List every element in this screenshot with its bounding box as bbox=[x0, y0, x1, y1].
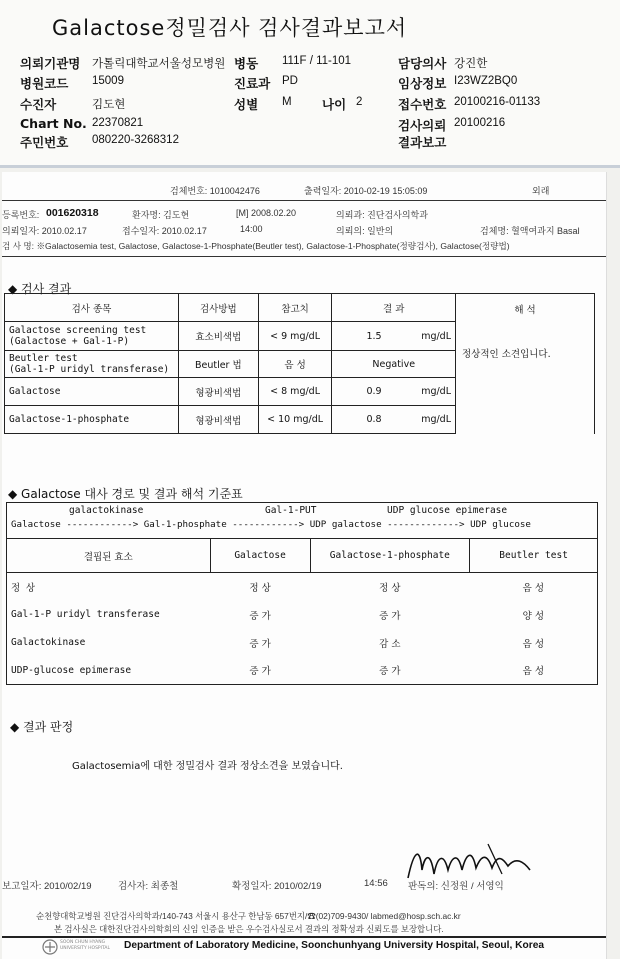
table-row bbox=[7, 573, 598, 601]
label-chart-no: Chart No. bbox=[20, 116, 87, 131]
interpretation-text: 정상적인 소견입니다. bbox=[462, 349, 551, 360]
table-row bbox=[5, 351, 456, 378]
test-names: 검 사 명: ※Galactosemia test, Galactose, Galactose-1-Phosphate(Beutler test), Galactose-1-Phosphate(정량검사), Galactose(정량법) bbox=[2, 241, 510, 251]
judgement-text: Galactosemia에 대한 정밀검사 결과 정상소견을 보였습니다. bbox=[72, 761, 343, 772]
col-header-interpretation: 해 석 bbox=[514, 305, 536, 316]
col-header-result: 결 과 bbox=[332, 294, 456, 322]
pathway-title-text: Galactose 대사 경로 및 결과 해석 기준표 bbox=[21, 487, 243, 501]
result-item: Galactose bbox=[5, 378, 179, 406]
report-title: Galactose정밀검사 검사결과보고서 bbox=[52, 16, 408, 40]
print-date: 출력일자: 2010-02-19 15:05:09 bbox=[304, 186, 428, 196]
pathway-section-title: ◆ Galactose 대사 경로 및 결과 해석 기준표 bbox=[8, 487, 243, 501]
reader: 판독의: 신정원 / 서영익 bbox=[408, 881, 504, 892]
criteria-enzyme: Galactokinase bbox=[7, 629, 211, 657]
col-header-reference: 참고치 bbox=[258, 294, 332, 322]
label-department: 진료과 bbox=[234, 76, 271, 91]
table-row bbox=[7, 601, 598, 629]
enzyme-gal-1-put: Gal-1-PUT bbox=[265, 505, 317, 516]
label-test-request: 검사의뢰 bbox=[398, 118, 447, 133]
col-header-galactose: Galactose bbox=[210, 539, 310, 573]
criteria-galactose: 증 가 bbox=[210, 657, 310, 685]
result-reference: < 9 mg/dL bbox=[258, 322, 332, 351]
label-ward: 병동 bbox=[234, 56, 259, 71]
label-patient-name: 수진자 bbox=[20, 97, 57, 112]
footer-certification: 본 검사실은 대한진단검사의학회의 신임 인증을 받은 우수검사실로서 결과의 정확성과 신뢰도를 보장합니다. bbox=[54, 924, 444, 934]
result-item: Beutler test (Gal-1-P uridyl transferase) bbox=[5, 351, 179, 378]
report-header-sheet bbox=[0, 0, 620, 168]
requesting-dept: 의뢰과: 진단검사의학과 bbox=[336, 210, 428, 220]
table-row bbox=[5, 406, 456, 434]
report-date: 보고일자: 2010/02/19 bbox=[2, 881, 92, 892]
result-unit: mg/dL bbox=[421, 386, 451, 397]
result-value: 0.8 bbox=[366, 414, 382, 425]
criteria-galactose: 증 가 bbox=[249, 610, 271, 622]
sex-birth: [M] 2008.02.20 bbox=[236, 208, 297, 218]
footer-department: Department of Laboratory Medicine, Soonchunhyang University Hospital, Seoul, Korea bbox=[124, 940, 545, 951]
enzyme-udp-glucose-epimerase: UDP glucose epimerase bbox=[387, 505, 508, 516]
value-sex: M bbox=[282, 96, 292, 108]
label-resident-no: 주민번호 bbox=[20, 135, 69, 150]
logo-text: SOON CHUN HYANG UNIVERSITY HOSPITAL bbox=[60, 940, 110, 951]
confirm-date: 확정일자: 2010/02/19 bbox=[232, 881, 322, 892]
specimen-name: 검체명: 혈액여과지 Basal bbox=[480, 226, 580, 236]
label-requesting-institution: 의뢰기관명 bbox=[20, 56, 81, 71]
receipt-date: 접수일자: 2010.02.17 bbox=[122, 226, 207, 236]
table-row bbox=[5, 378, 456, 406]
results-header-row bbox=[5, 294, 456, 322]
result-value: Negative bbox=[332, 351, 456, 378]
criteria-gal-1-p: 감 소 bbox=[379, 638, 401, 650]
result-reference: < 8 mg/dL bbox=[258, 378, 332, 406]
value-department: PD bbox=[282, 75, 298, 87]
label-age: 나이 bbox=[322, 97, 347, 112]
value-age: 2 bbox=[356, 96, 363, 108]
pathway-diagram bbox=[6, 502, 598, 539]
criteria-beutler: 음 성 bbox=[470, 657, 598, 685]
value-hospital-code: 15009 bbox=[92, 75, 124, 87]
result-value-cell bbox=[332, 406, 456, 434]
patient-name: 환자명: 김도현 bbox=[132, 210, 190, 220]
value-clinical-info: I23WZ2BQ0 bbox=[454, 75, 518, 87]
value-requesting-institution: 가톨릭대학교서울성모병원 bbox=[92, 58, 226, 70]
confirm-time: 14:56 bbox=[364, 878, 388, 889]
request-date: 의뢰일자: 2010.02.17 bbox=[2, 226, 87, 236]
value-ward: 111F / 11-101 bbox=[282, 55, 352, 67]
result-method: 형광비색법 bbox=[178, 378, 258, 406]
label-result-report: 결과보고 bbox=[398, 135, 447, 150]
results-table bbox=[4, 293, 456, 434]
value-patient-name: 김도현 bbox=[92, 99, 126, 111]
table-row bbox=[5, 322, 456, 351]
value-resident-no: 080220-3268312 bbox=[92, 134, 179, 146]
result-method: Beutler 법 bbox=[178, 351, 258, 378]
col-header-deficient-enzyme: 결핍된 효소 bbox=[7, 539, 211, 573]
label-sex: 성별 bbox=[234, 97, 259, 112]
value-receipt-no: 20100216-01133 bbox=[454, 96, 541, 108]
col-header-gal-1-p: Galactose-1-phosphate bbox=[310, 539, 470, 573]
col-header-beutler: Beutler test bbox=[470, 539, 598, 573]
result-item: Galactose screening test (Galactose + Gal-1-P) bbox=[5, 322, 179, 351]
result-value: 1.5 bbox=[366, 330, 382, 342]
interpretation-criteria-table bbox=[6, 538, 598, 685]
registration-number: 001620318 bbox=[46, 207, 99, 219]
criteria-header-row bbox=[7, 539, 598, 573]
result-method: 형광비색법 bbox=[178, 406, 258, 434]
result-value-cell bbox=[332, 378, 456, 406]
table-row bbox=[7, 657, 598, 685]
examiner: 검사자: 최종철 bbox=[118, 881, 179, 892]
result-item: Galactose-1-phosphate bbox=[5, 406, 179, 434]
judgement-title-text: 결과 판정 bbox=[23, 720, 74, 734]
registration-label: 등록번호: bbox=[2, 210, 40, 220]
interpretation-column bbox=[456, 293, 595, 434]
result-value-cell bbox=[332, 322, 456, 351]
table-row bbox=[7, 629, 598, 657]
criteria-gal-1-p: 정 상 bbox=[379, 582, 401, 594]
criteria-galactose: 증 가 bbox=[249, 638, 271, 650]
criteria-galactose: 정 상 bbox=[249, 582, 271, 594]
pathway-flow: Galactose ------------> Gal-1-phosphate ------------> UDP galactose -------------> UDP glucose bbox=[11, 519, 531, 530]
value-test-request: 20100216 bbox=[454, 117, 506, 129]
judgement-section-title: ◆ 결과 판정 bbox=[10, 720, 74, 734]
outpatient-label: 외래 bbox=[532, 186, 550, 196]
result-value: 0.9 bbox=[366, 386, 382, 397]
criteria-enzyme: 정 상 bbox=[7, 573, 211, 601]
label-attending-doctor: 담당의사 bbox=[398, 56, 447, 71]
criteria-beutler: 음 성 bbox=[470, 573, 598, 601]
label-clinical-info: 임상정보 bbox=[398, 76, 447, 91]
criteria-beutler: 양 성 bbox=[470, 601, 598, 629]
col-header-item: 검사 종목 bbox=[5, 294, 179, 322]
criteria-enzyme: Gal-1-P uridyl transferase bbox=[7, 601, 211, 629]
footer-divider bbox=[2, 936, 606, 938]
requesting-doctor: 의뢰의: 일반의 bbox=[336, 226, 394, 236]
hospital-logo-icon bbox=[42, 939, 58, 955]
criteria-enzyme: UDP-glucose epimerase bbox=[7, 657, 211, 685]
label-hospital-code: 병원코드 bbox=[20, 76, 69, 91]
result-reference: 음 성 bbox=[258, 351, 332, 378]
scanned-lab-report bbox=[2, 172, 607, 959]
col-header-method: 검사방법 bbox=[178, 294, 258, 322]
result-unit: mg/dL bbox=[421, 414, 451, 425]
results-title-text: 검사 결과 bbox=[21, 282, 72, 296]
value-attending-doctor: 강진한 bbox=[454, 58, 488, 70]
specimen-number: 검체번호: 1010042476 bbox=[170, 186, 260, 196]
receipt-time: 14:00 bbox=[240, 224, 263, 234]
label-receipt-no: 접수번호 bbox=[398, 97, 447, 112]
enzyme-galactokinase: galactokinase bbox=[69, 505, 144, 516]
criteria-gal-1-p: 증 가 bbox=[379, 610, 401, 622]
results-section-title: ◆ 검사 결과 bbox=[8, 282, 72, 296]
footer-address: 순천향대학교병원 진단검사의학과/140-743 서울시 용산구 한남동 657번지/☎(02)709-9430/ labmed@hosp.sch.ac.kr bbox=[36, 911, 461, 921]
result-method: 효소비색법 bbox=[178, 322, 258, 351]
result-reference: < 10 mg/dL bbox=[258, 406, 332, 434]
result-unit: mg/dL bbox=[421, 330, 451, 342]
value-chart-no: 22370821 bbox=[92, 117, 144, 129]
criteria-gal-1-p: 증 가 bbox=[310, 657, 470, 685]
divider bbox=[2, 200, 606, 201]
divider bbox=[2, 256, 606, 257]
criteria-beutler: 음 성 bbox=[470, 629, 598, 657]
